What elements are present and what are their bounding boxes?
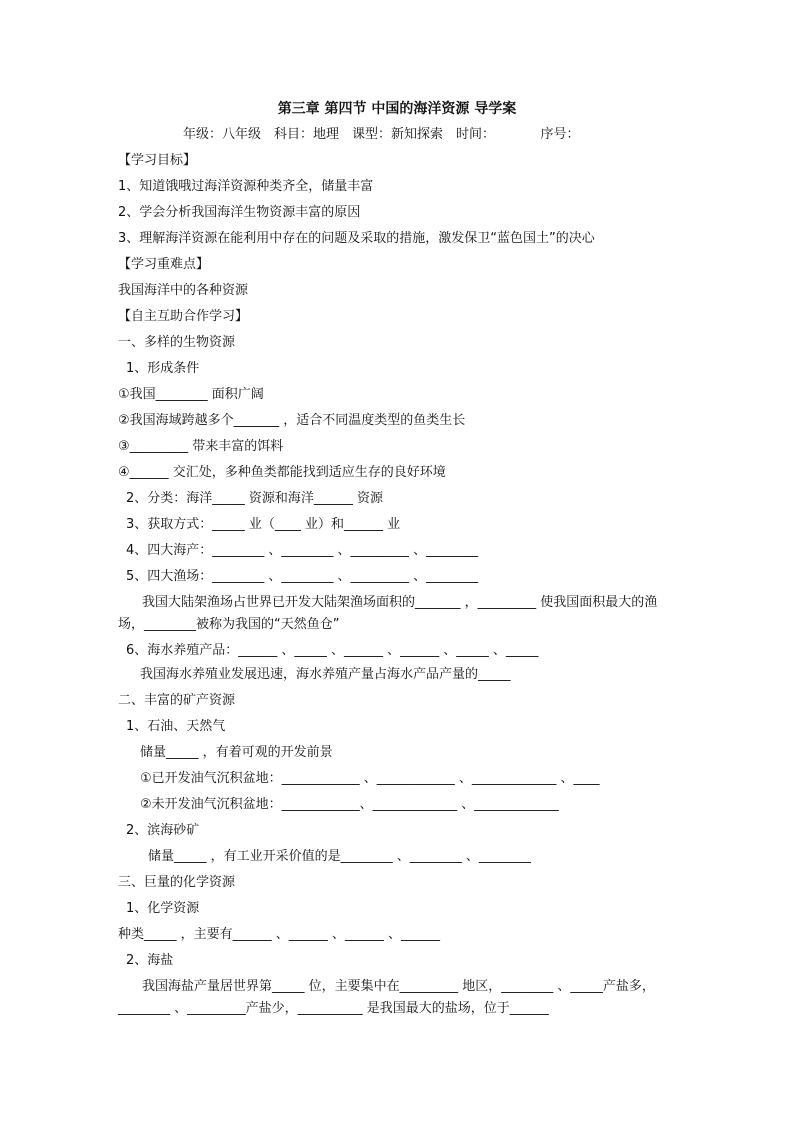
fill-line: 2、分类：海洋_____ 资源和海洋______ 资源 bbox=[126, 491, 384, 506]
section-2-heading: 二、丰富的矿产资源 bbox=[118, 693, 236, 708]
fill-line: ②我国海域跨越多个_______ ，适合不同温度类型的鱼类生长 bbox=[118, 413, 466, 428]
goal-3: 3、理解海洋资源在能利用中存在的问题及采取的措施，激发保卫“蓝色国土”的决心 bbox=[118, 231, 595, 246]
fill-line: 我国海水养殖业发展迅速，海水养殖产量占海水产品产量的_____ bbox=[140, 667, 511, 682]
heading-self-study: 【自主互助合作学习】 bbox=[118, 309, 249, 324]
fishery-paragraph: 我国大陆架渔场占世界已开发大陆架渔场面积的_______ ，_________ 使我国面积最大的渔场，________被称为我国的“天然鱼仓” bbox=[118, 595, 658, 632]
fill-line: ②未开发油气沉积盆地：____________、_____________ 、_____________ bbox=[140, 797, 559, 812]
fill-line: 3、获取方式：_____ 业（____ 业）和______ 业 bbox=[126, 517, 401, 532]
fill-line: ①已开发油气沉积盆地：____________ 、____________ 、_____________ 、____ bbox=[140, 771, 600, 786]
fill-line: ①我国________ 面积广阔 bbox=[118, 387, 264, 402]
fill-line: 6、海水养殖产品：______ 、_____ 、______ 、______ 、_____ 、_____ bbox=[126, 643, 539, 658]
subsection-oil-gas: 1、石油、天然气 bbox=[126, 719, 226, 734]
header-info: 年级：八年级 科目：地理 课型：新知探索 时间： 序号： bbox=[183, 127, 580, 142]
fill-line: 4、四大海产：________ 、________ 、_________ 、________ bbox=[126, 543, 479, 558]
key-points-text: 我国海洋中的各种资源 bbox=[118, 283, 249, 298]
page-title: 第三章 第四节 中国的海洋资源 导学案 bbox=[277, 101, 517, 117]
fill-line: 5、四大渔场：________ 、________ 、_________ 、________ bbox=[126, 569, 479, 584]
heading-key-points: 【学习重难点】 bbox=[118, 257, 210, 272]
subsection-coastal-sand: 2、滨海砂矿 bbox=[126, 823, 200, 838]
fill-line: ③_________ 带来丰富的饵料 bbox=[118, 439, 284, 454]
fill-line: 储量_____ ，有工业开采价值的是________ 、________ 、________ bbox=[148, 849, 531, 864]
sea-salt-paragraph: 我国海盐产量居世界第_____ 位，主要集中在_________ 地区，________ 、_____产盐多，________ 、_________产盐少，__________ 是我国最大的盐场，位于______ bbox=[118, 979, 655, 1016]
subsection-sea-salt: 2、海盐 bbox=[126, 953, 174, 968]
goal-1: 1、知道饿哦过海洋资源种类齐全，储量丰富 bbox=[118, 179, 374, 194]
heading-learning-goals: 【学习目标】 bbox=[118, 153, 197, 168]
section-1-heading: 一、多样的生物资源 bbox=[118, 335, 236, 350]
subsection-chemical: 1、化学资源 bbox=[126, 901, 200, 916]
fill-line: ④______ 交汇处，多种鱼类都能找到适应生存的良好环境 bbox=[118, 465, 446, 480]
subsection-formation: 1、形成条件 bbox=[126, 361, 200, 376]
goal-2: 2、学会分析我国海洋生物资源丰富的原因 bbox=[118, 205, 361, 220]
fill-line: 储量_____ ，有着可观的开发前景 bbox=[140, 745, 333, 760]
fill-line: 种类_____ ，主要有______ 、______ 、______ 、______ bbox=[118, 927, 441, 942]
section-3-heading: 三、巨量的化学资源 bbox=[118, 875, 236, 890]
